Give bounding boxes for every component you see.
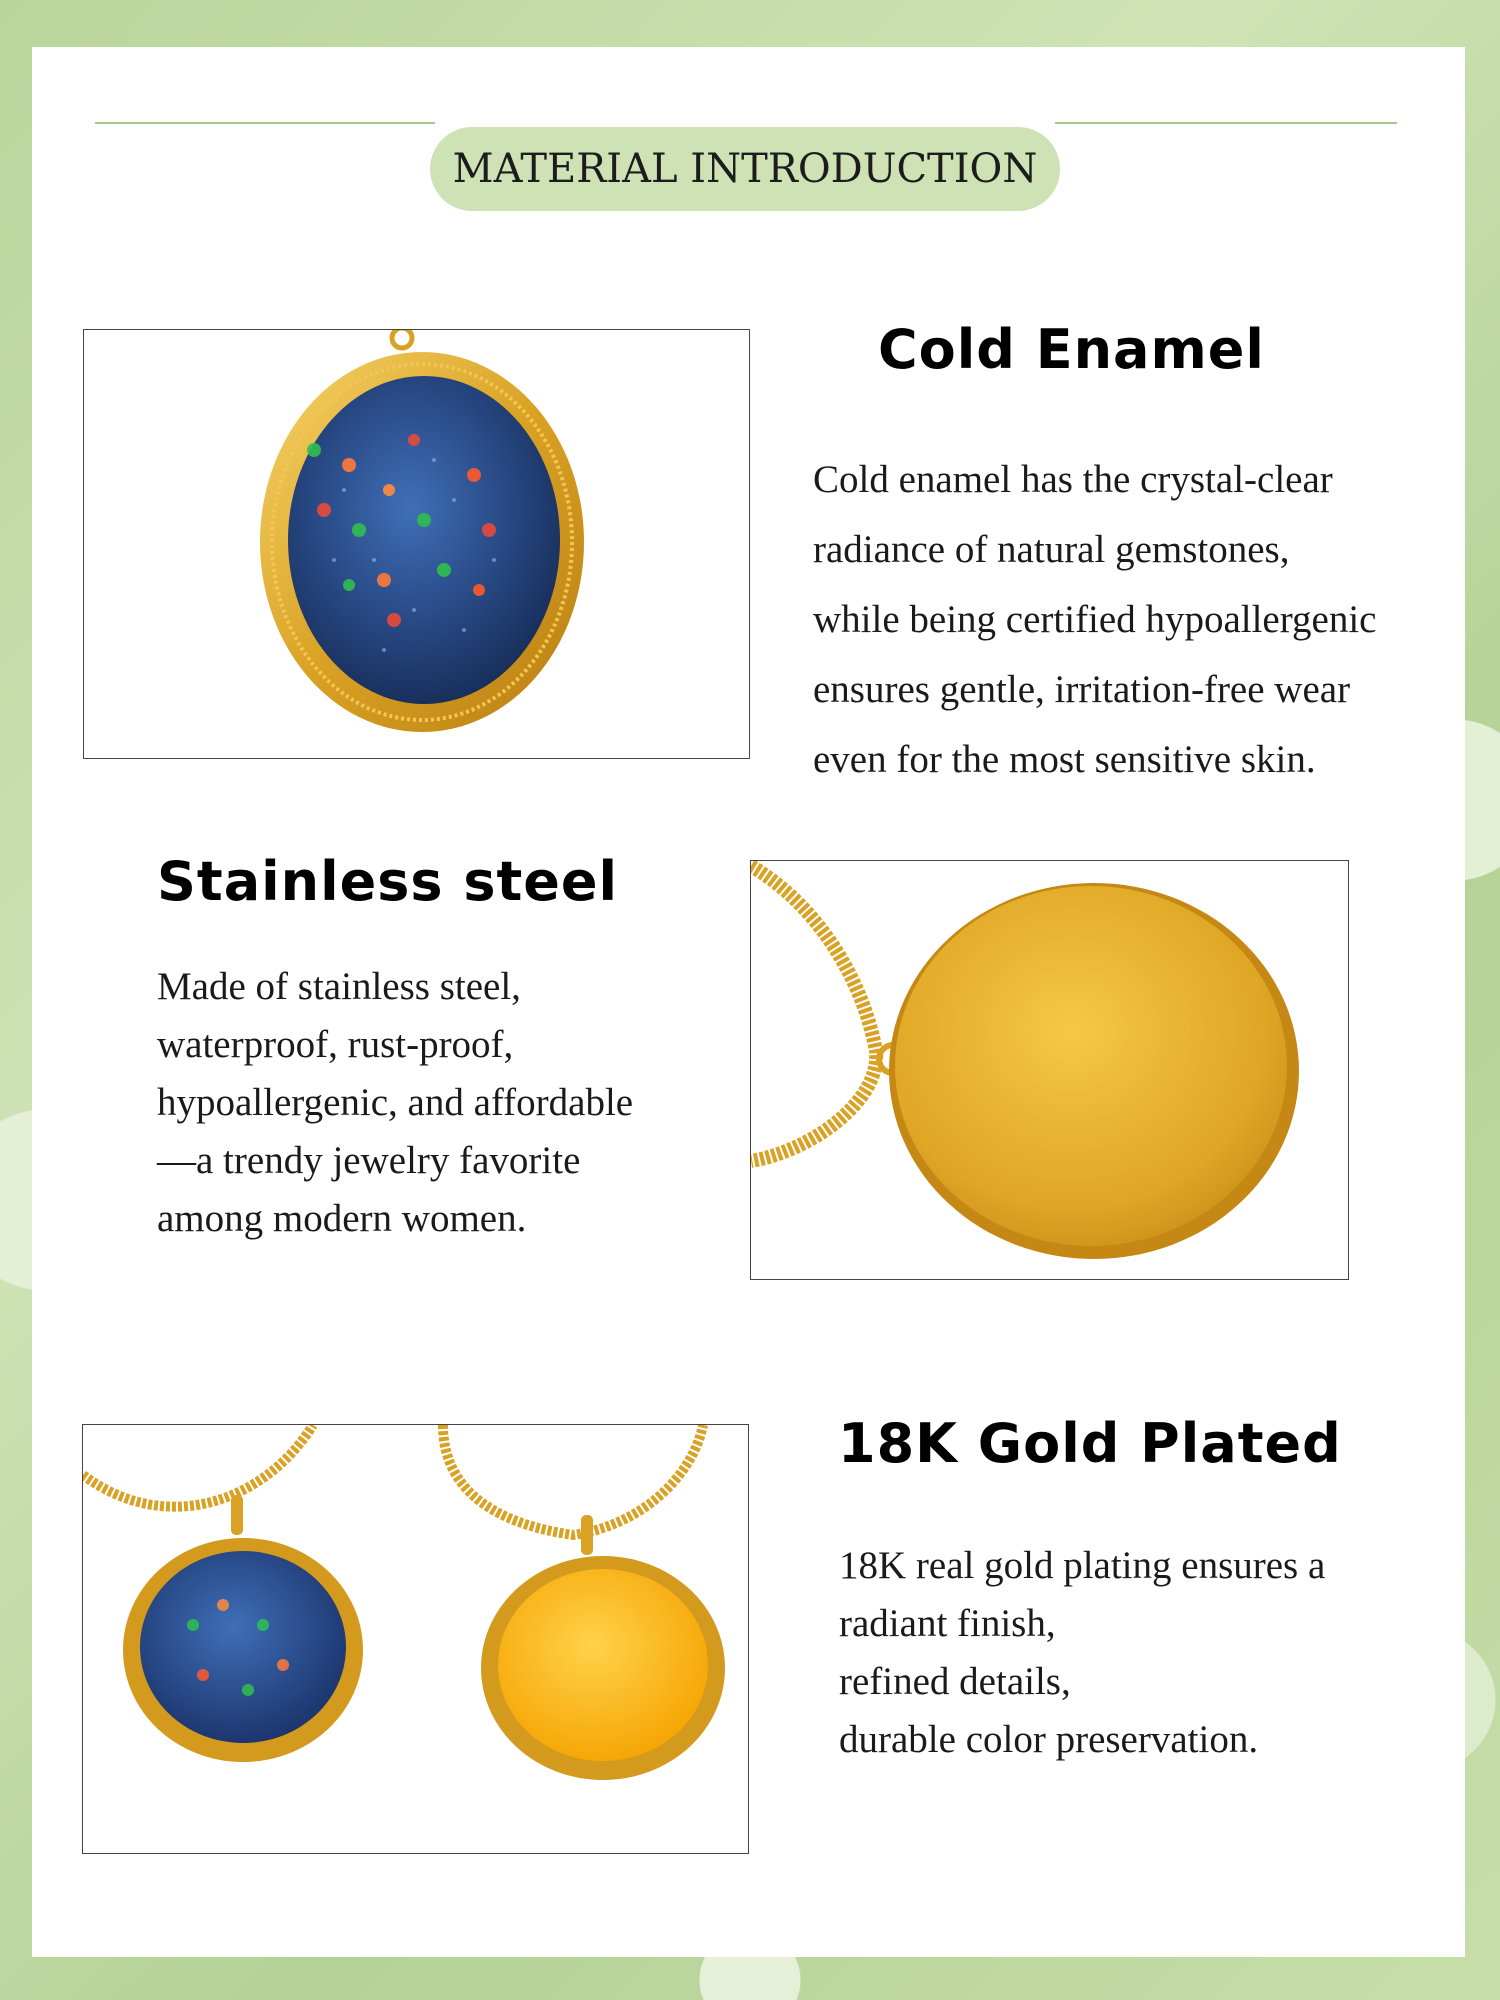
text-line: durable color preservation. <box>839 1718 1259 1761</box>
cold-enamel-image <box>83 329 750 759</box>
text-line: ensures gentle, irritation-free wear <box>813 668 1351 711</box>
text-line: even for the most sensitive skin. <box>813 738 1316 781</box>
section-title: MATERIAL INTRODUCTION <box>452 146 1038 192</box>
text-line: refined details, <box>839 1660 1071 1703</box>
section-title-pill <box>430 127 1060 211</box>
text-line: waterproof, rust-proof, <box>157 1023 514 1066</box>
text-line: while being certified hypoallergenic <box>813 598 1377 641</box>
stainless-steel-heading: Stainless steel <box>157 850 619 913</box>
stainless-steel-image <box>750 860 1349 1280</box>
stainless-steel-description <box>157 958 633 1248</box>
header-divider-left <box>95 122 435 124</box>
gold-plated-heading: 18K Gold Plated <box>838 1412 1342 1475</box>
text-line: radiance of natural gemstones, <box>813 528 1290 571</box>
gold-plated-image <box>82 1424 749 1854</box>
text-line: —a trendy jewelry favorite <box>157 1139 581 1182</box>
text-line: Cold enamel has the crystal-clear <box>813 458 1333 501</box>
text-line: among modern women. <box>157 1197 527 1240</box>
text-line: 18K real gold plating ensures a <box>839 1544 1326 1587</box>
cold-enamel-heading: Cold Enamel <box>878 318 1265 381</box>
text-line: Made of stainless steel, <box>157 965 521 1008</box>
text-line: radiant finish, <box>839 1602 1056 1645</box>
header-divider-right <box>1055 122 1397 124</box>
cold-enamel-description <box>813 445 1376 795</box>
text-line: hypoallergenic, and affordable <box>157 1081 634 1124</box>
gold-plated-description <box>839 1537 1325 1769</box>
